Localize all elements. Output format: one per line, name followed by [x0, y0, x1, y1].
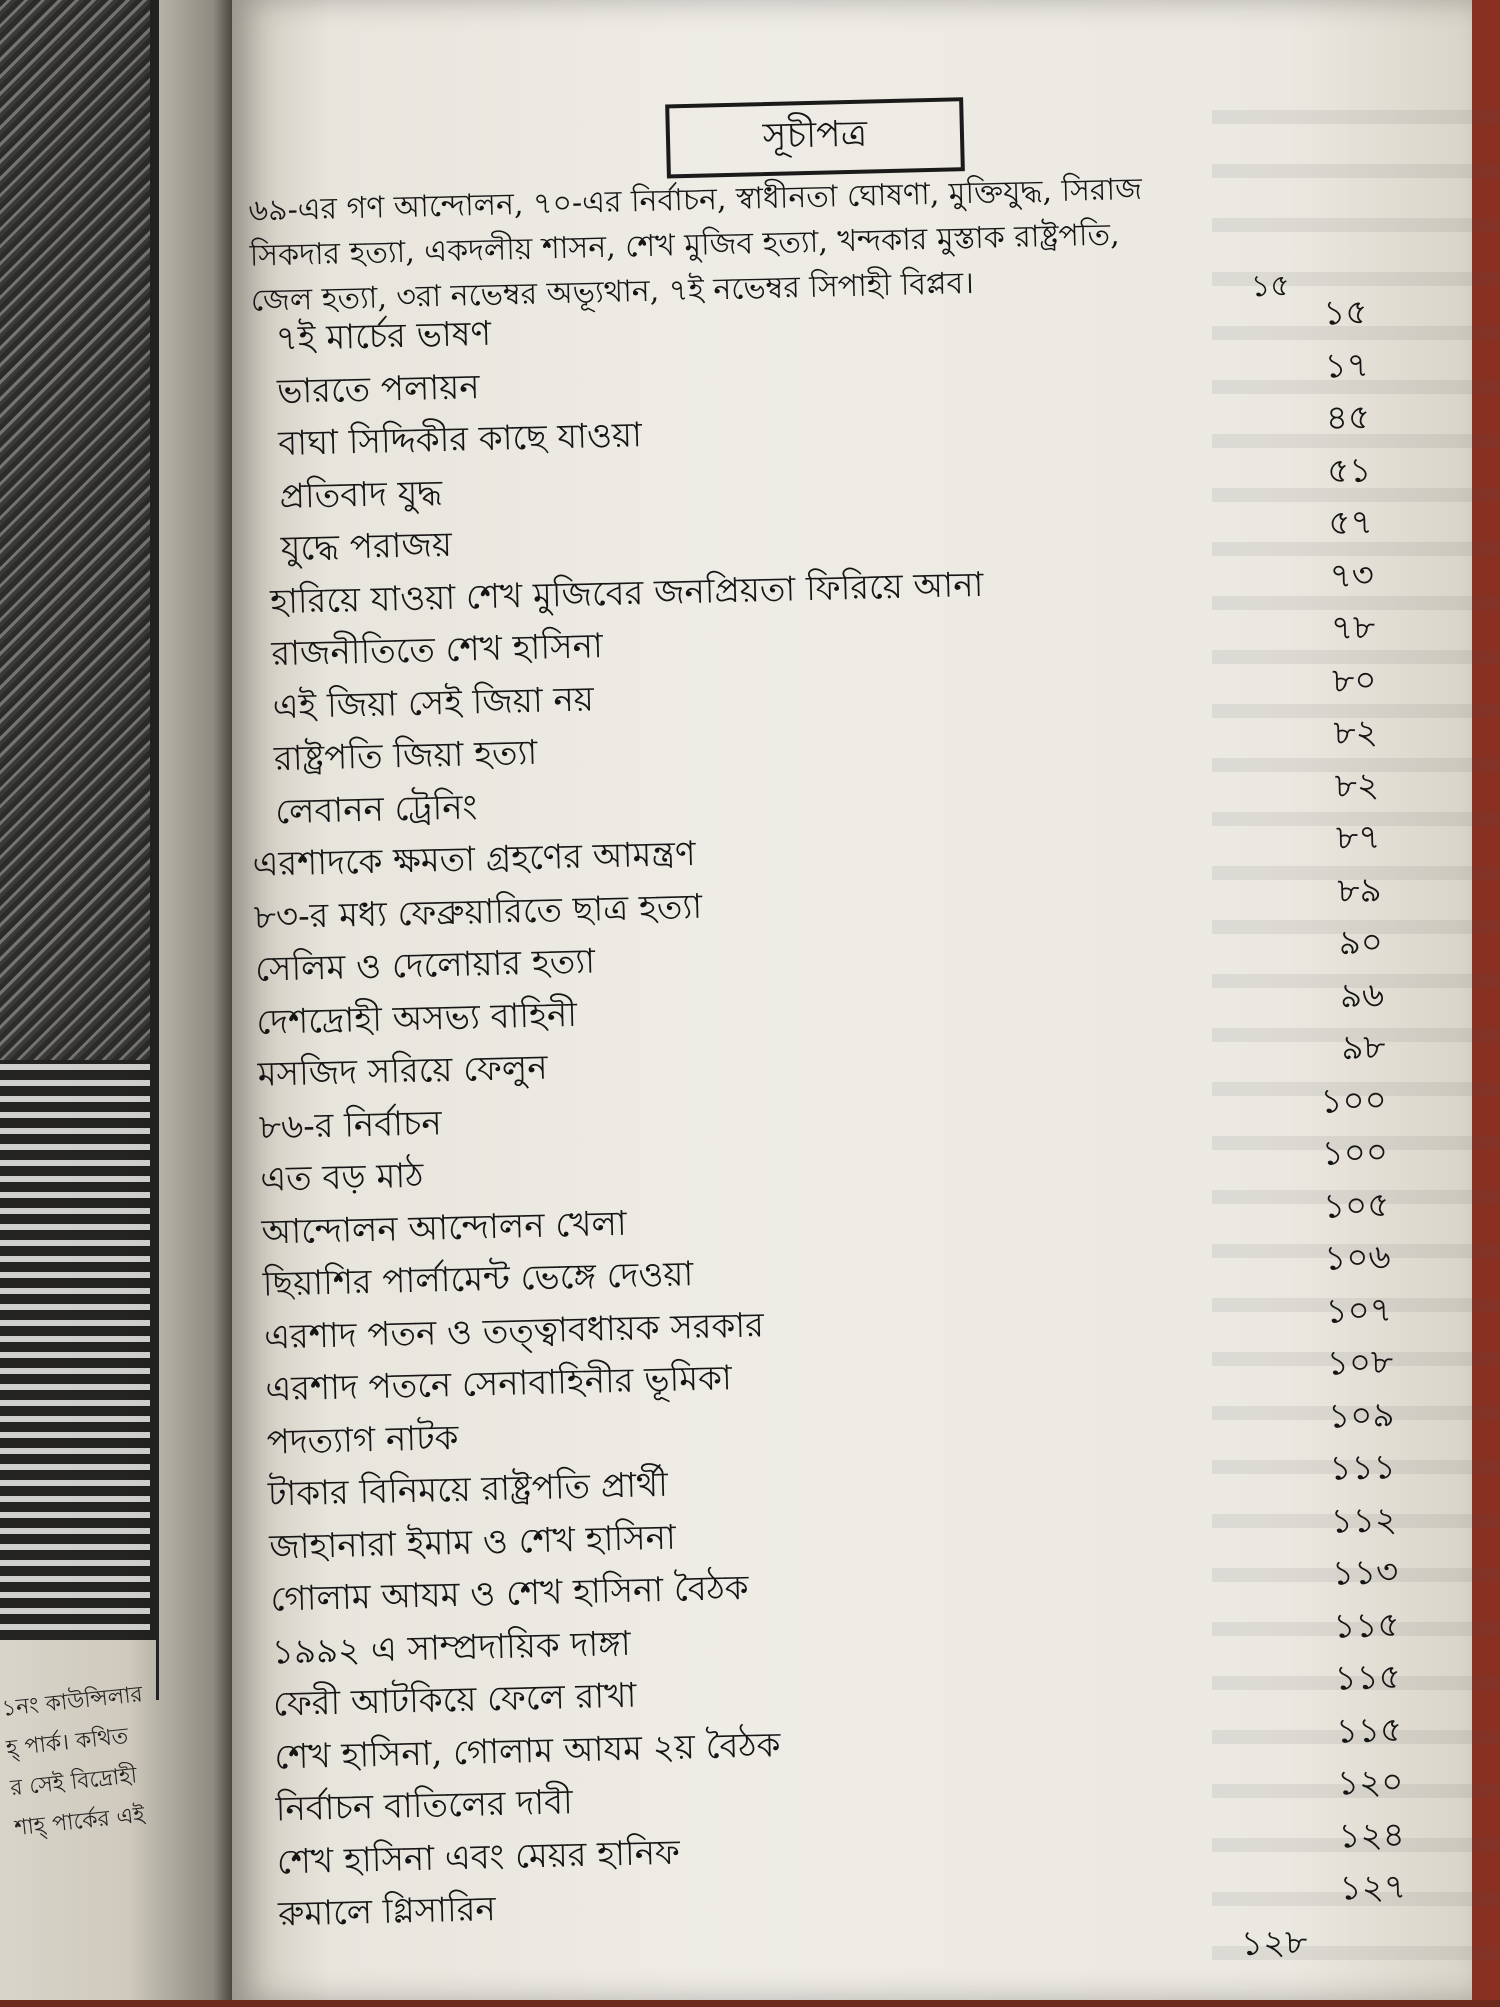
caption-line: ১নং কাউন্সিলার — [0, 1682, 144, 1722]
toc-entry-title: আন্দোলন আন্দোলন খেলা — [261, 1203, 628, 1253]
toc-entry-page: ১২৪ — [1337, 1814, 1406, 1857]
toc-entry-page: ৮২ — [1334, 764, 1380, 806]
toc-entry-page: ৮৭ — [1335, 817, 1381, 859]
photo-caption — [0, 1670, 206, 1849]
toc-entry-title: এরশাদ পতনে সেনাবাহিনীর ভূমিকা — [264, 1358, 733, 1410]
toc-entry-page: ৫১ — [1326, 449, 1372, 491]
toc-entry-title: নির্বাচন বাতিলের দাবী — [275, 1782, 574, 1830]
toc-entry-page: ৯৮ — [1340, 1027, 1386, 1069]
toc-entry-title: ৭ই মার্চের ভাষণ — [275, 313, 492, 360]
toc-entry-page: ৮৯ — [1336, 869, 1383, 911]
toc-entry-title: এত বড় মাঠ — [259, 1155, 424, 1200]
toc-entry-page: ১০৯ — [1327, 1394, 1395, 1437]
toc-entry-title: বাঘা সিদ্দিকীর কাছে যাওয়া — [277, 415, 643, 465]
toc-entry-page: ১০৫ — [1322, 1184, 1390, 1227]
toc-entry-title: পদত্যাগ নাটক — [266, 1417, 459, 1463]
toc-entry-page: ১৭ — [1324, 344, 1370, 386]
photo-frame — [0, 0, 159, 1700]
caption-line: শাহ্ পার্কের এই — [13, 1802, 146, 1842]
toc-entry-page: ৪৫ — [1325, 397, 1371, 439]
toc-entry-title: লেবানন ট্রেনিং — [274, 786, 478, 832]
toc-entry-title: এই জিয়া সেই জিয়া নয় — [272, 678, 595, 727]
caption-line: হ্ পার্ক। কথিত — [4, 1723, 130, 1762]
toc-entry-title: জাহানারা ইমাম ও শেখ হাসিনা — [268, 1517, 677, 1568]
left-facing-page — [0, 0, 232, 2000]
toc-entry-page: ৭৮ — [1330, 607, 1376, 649]
toc-entry-page: ৫৭ — [1327, 502, 1374, 544]
toc-entry-title: শেখ হাসিনা, গোলাম আযম ২য় বৈঠক — [273, 1724, 781, 1778]
toc-entry-title: গোলাম আযম ও শেখ হাসিনা বৈঠক — [270, 1567, 750, 1620]
toc-entry-title: ১৯৯২ এ সাম্প্রদায়িক দাঙ্গা — [271, 1623, 632, 1673]
toc-entry-page: ১১১ — [1329, 1447, 1397, 1489]
toc-entry-page: ১১৫ — [1332, 1604, 1401, 1647]
toc-entry-title: ৮৩-র মধ্য ফেব্রুয়ারিতে ছাত্র হত্যা — [253, 886, 703, 938]
toc-entry-page: ১২০ — [1336, 1761, 1404, 1804]
toc-entry-title: হারিয়ে যাওয়া শেখ মুজিবের জনপ্রিয়তা ফিরিয়ে আনা — [269, 564, 984, 622]
contents-page — [232, 0, 1472, 2000]
toc-entry-title: প্রতিবাদ যুদ্ধ — [279, 472, 443, 517]
toc-trailing-page: ১২৮ — [1240, 1921, 1308, 1964]
caption-line: র সেই বিদ্রোহী — [9, 1763, 139, 1802]
toc-entry-title: সেলিম ও দেলোয়ার হত্যা — [254, 941, 596, 990]
toc-entry-title: ছিয়াশির পার্লামেন্ট ভেঙ্গে দেওয়া — [262, 1254, 694, 1305]
toc-entry-title: ৮৬-র নির্বাচন — [258, 1102, 443, 1148]
toc-entry-title: রুমালে গ্লিসারিন — [277, 1889, 497, 1935]
toc-entry-page: ১১৫ — [1334, 1656, 1402, 1699]
toc-entry-title: এরশাদ পতন ও তত্ত্বাবধায়ক সরকার — [263, 1304, 765, 1358]
contents-body — [208, 0, 1496, 2007]
toc-entry-title: শেখ হাসিনা এবং মেয়র হানিফ — [276, 1832, 681, 1882]
page-title: সূচীপত্র — [665, 97, 965, 178]
toc-entry-page: ৮২ — [1333, 712, 1379, 754]
toc-entry-title: যুদ্ধে পরাজয় — [280, 524, 453, 569]
toc-entry-title: দেশদ্রোহী অসভ্য বাহিনী — [255, 994, 578, 1043]
toc-entry-page: ১১৫ — [1335, 1709, 1403, 1752]
toc-entry-page: ১৫ — [1322, 292, 1368, 334]
toc-entry-title: ভারতে পলায়ন — [276, 366, 480, 412]
toc-entry-page: ১০০ — [1319, 1079, 1388, 1122]
toc-entry-page: ১১২ — [1330, 1499, 1398, 1542]
toc-entry-page: ১২৭ — [1339, 1866, 1407, 1909]
toc-entry-title: মসজিদ সরিয়ে ফেলুন — [257, 1047, 548, 1095]
intro-line: সিকদার হত্যা, একদলীয় শাসন, শেখ মুজিব হত্যা, খন্দকার মুস্তাক রাষ্ট্রপতি, — [249, 217, 1120, 274]
toc-entry-title: এরশাদকে ক্ষমতা গ্রহণের আমন্ত্রণ — [252, 833, 697, 885]
toc-entry-page: ৮০ — [1331, 659, 1377, 701]
toc-entry-page: ১১৩ — [1331, 1552, 1399, 1594]
toc-entry-title: টাকার বিনিময়ে রাষ্ট্রপতি প্রার্থী — [267, 1464, 669, 1515]
toc-entry-page: ৯০ — [1338, 922, 1384, 964]
toc-entry-page: ১০৬ — [1323, 1237, 1392, 1279]
toc-entry-page: ৭৩ — [1329, 554, 1375, 596]
toc-entry-page: ১০৭ — [1325, 1289, 1393, 1332]
intro-line: ৬৯-এর গণ আন্দোলন, ৭০-এর নির্বাচন, স্বাধীনতা ঘোষণা, মুক্তিযুদ্ধ, সিরাজ — [248, 171, 1143, 229]
toc-entry-title: ফেরী আটকিয়ে ফেলে রাখা — [272, 1675, 637, 1725]
toc-entry-title: রাজনীতিতে শেখ হাসিনা — [270, 626, 604, 675]
toc-entry-page: ১০৮ — [1326, 1342, 1394, 1384]
toc-entry-title: রাষ্ট্রপতি জিয়া হত্যা — [273, 732, 538, 780]
intro-line: জেল হত্যা, ৩রা নভেম্বর অভ্যূথান, ৭ই নভেম্বর সিপাহী বিপ্লব। — [250, 265, 975, 319]
toc-entry-page: ৯৬ — [1339, 974, 1385, 1016]
intro-page-number: ১৫ — [1250, 268, 1291, 305]
toc-entry-page: ১০০ — [1321, 1132, 1389, 1174]
